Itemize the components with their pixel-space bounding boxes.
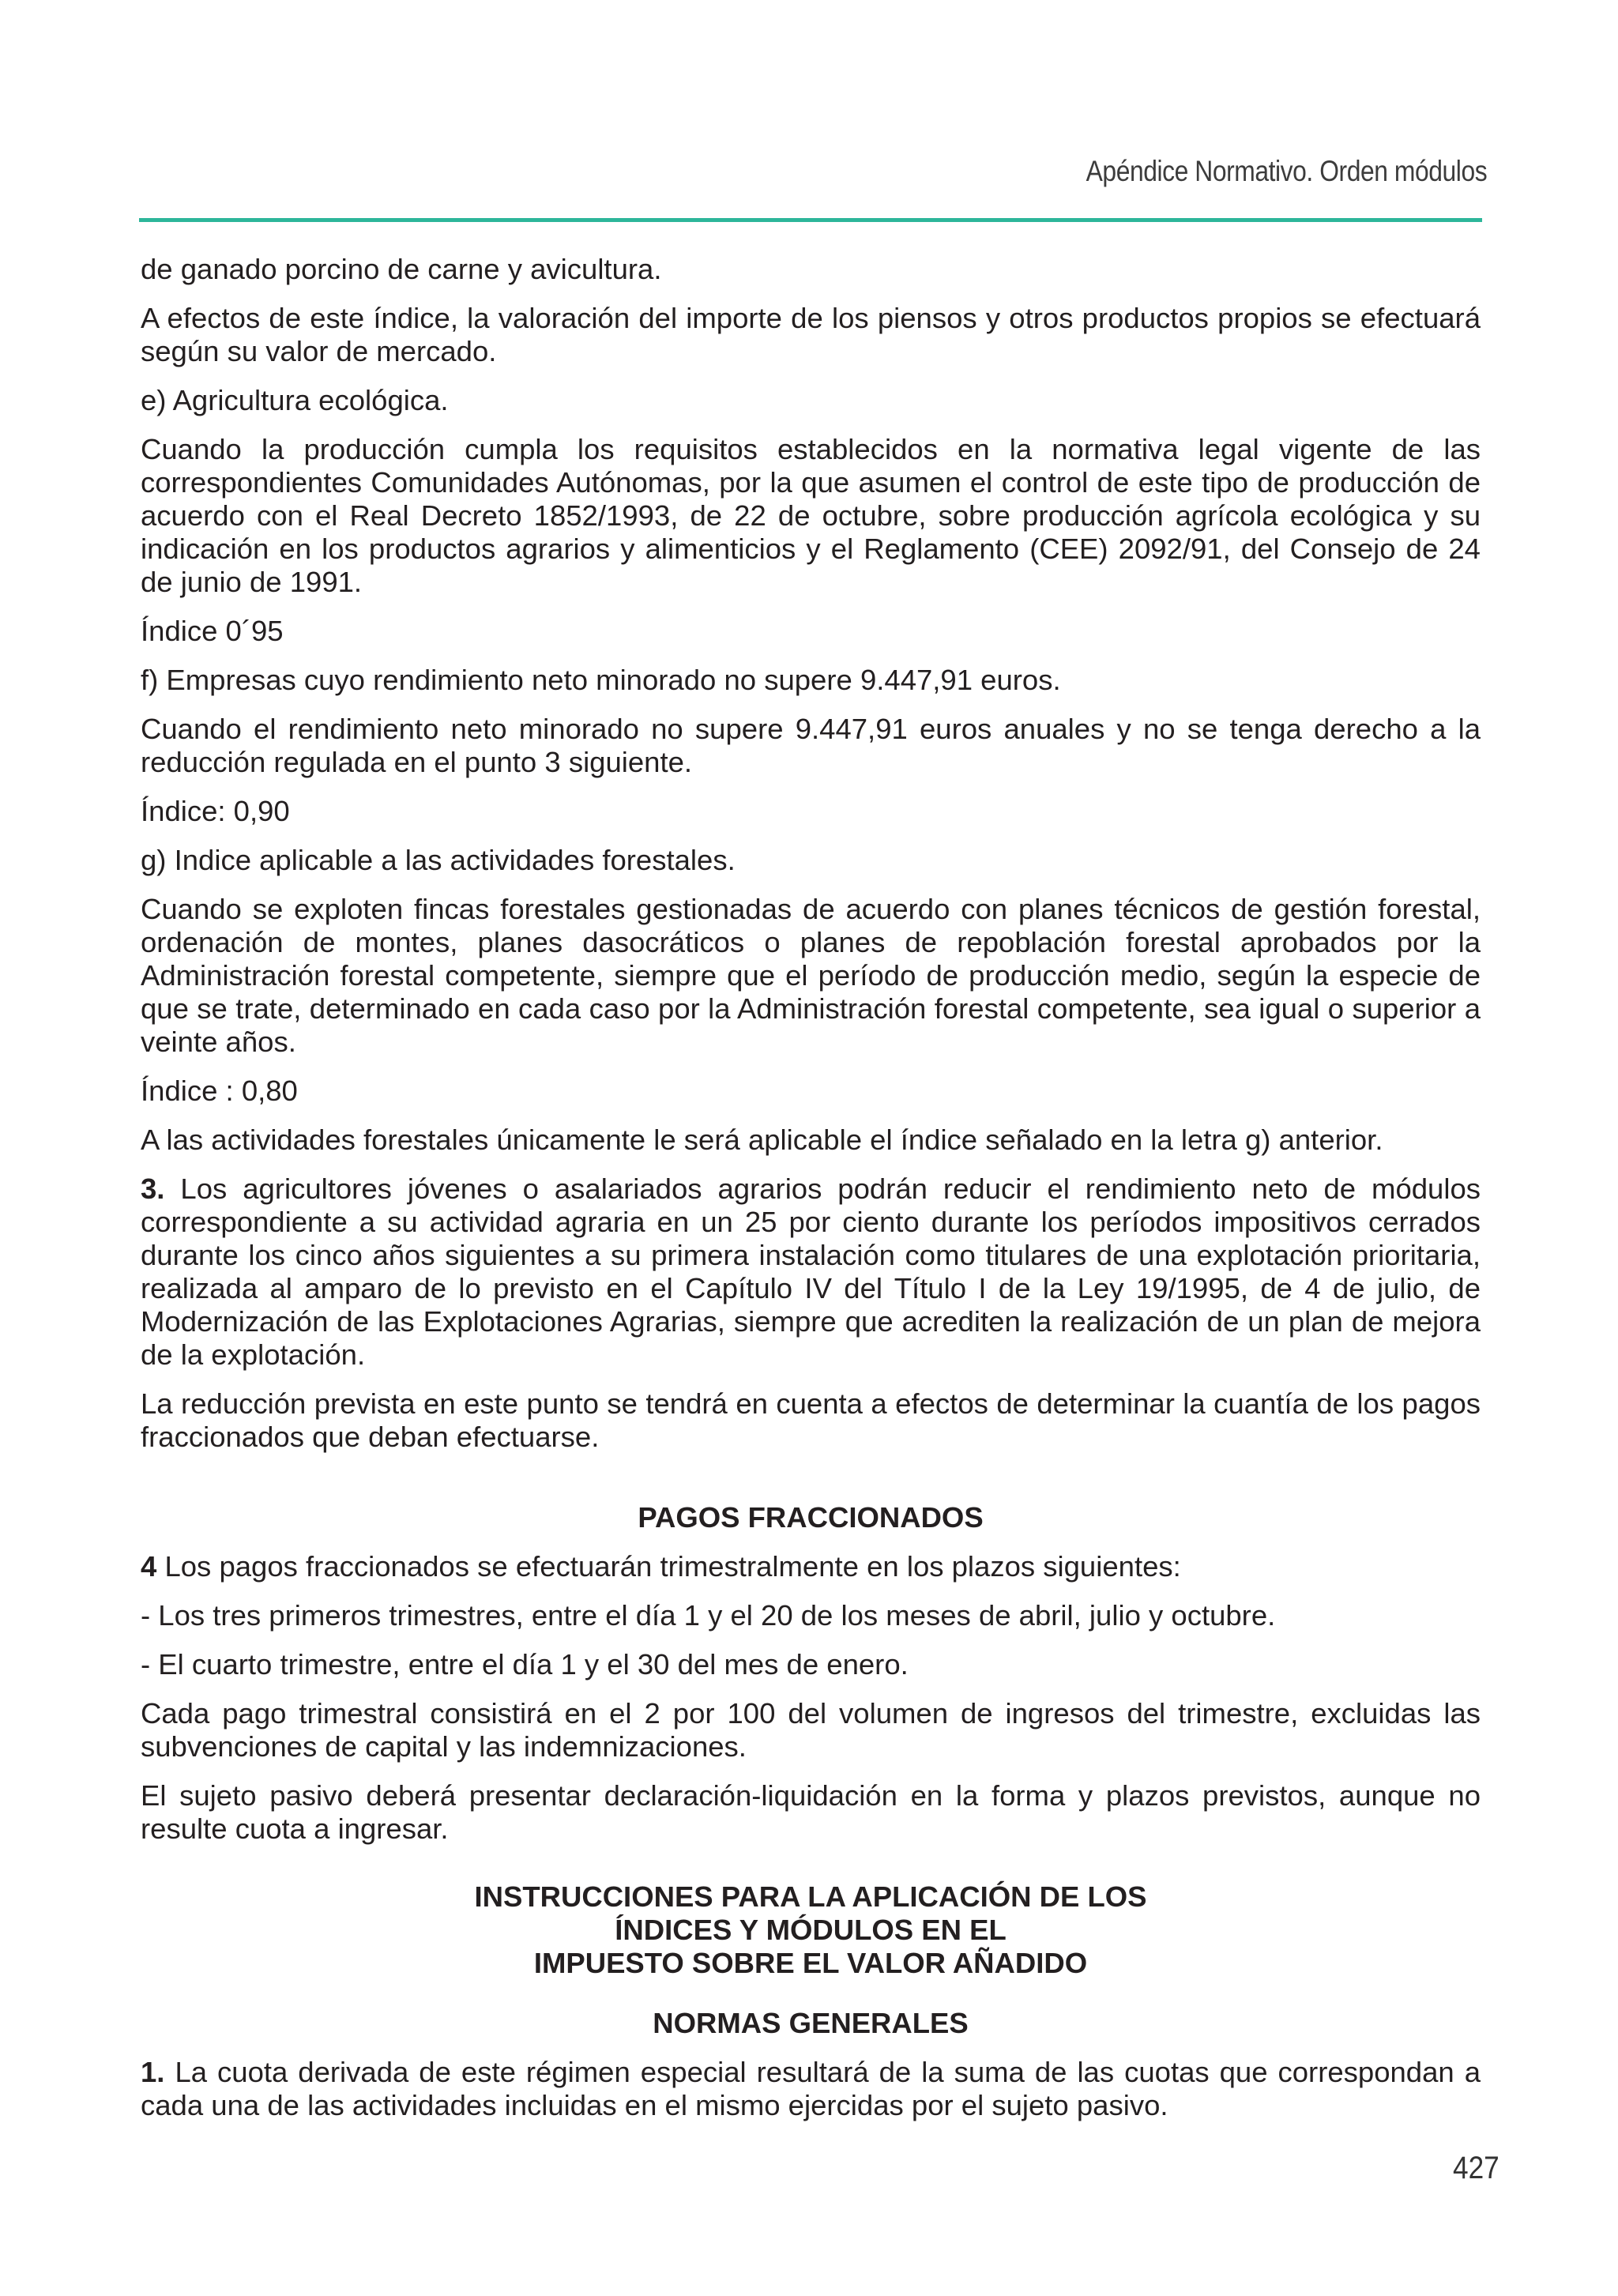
section-heading-pagos: PAGOS FRACCIONADOS [638,1501,984,1534]
list-item: - Los tres primeros trimestres, entre el día 1 y el 20 de los meses de abril, julio y octubre. [141,1599,1276,1632]
page-body [141,253,1481,2138]
paragraph: Cuando se exploten fincas forestales gestionadas de acuerdo con planes técnicos de gestión forestal, ordenación de montes, planes dasocráticos o planes de repoblación forestal aprobados por la Administración forestal competente, siempre que el período de producción medio, según la especie de que se trate, determinado en cada caso por la Administración forestal competente, sea igual o superior a veinte años. [141,893,1481,1058]
subsection-title: g) Indice aplicable a las actividades forestales. [141,844,736,876]
heading-line: IMPUESTO SOBRE EL VALOR AÑADIDO [533,1947,1088,1979]
numbered-paragraph-4 [141,1550,1481,1583]
list-item: - El cuarto trimestre, entre el día 1 y el 30 del mes de enero. [141,1648,909,1681]
subsection-title: e) Agricultura ecológica. [141,384,449,416]
numbered-paragraph-1 [141,2056,1481,2122]
heading-line: INSTRUCCIONES PARA LA APLICACIÓN DE LOS [474,1880,1147,1913]
paragraph-number: 1. [141,2056,165,2088]
paragraph: A las actividades forestales únicamente le será aplicable el índice señalado en la letra g) anterior. [141,1124,1383,1156]
paragraph-text: Los agricultores jóvenes o asalariados agrarios podrán reducir el rendimiento neto de módulos correspondiente a su actividad agraria en un 25 por ciento durante los períodos impositivos cerrados durante los cinco años siguientes a su primera instalación como titulares de una explotación prioritaria, realizada al amparo de lo previsto en el Capítulo IV del Título I de la Ley 19/1995, de 4 de julio, de Modernización de las Explotaciones Agrarias, siempre que acrediten la realización de un plan de mejora de la explotación. [141,1172,1481,1371]
running-header: Apéndice Normativo. Orden módulos [1086,155,1487,187]
paragraph: Cuando la producción cumpla los requisitos establecidos en la normativa legal vigente de las correspondientes Comunidades Autónomas, por la que asumen el control de este tipo de producción de acuerdo con el Real Decreto 1852/1993, de 22 de octubre, sobre producción agrícola ecológica y su indicación en los productos agrarios y alimenticios y el Reglamento (CEE) 2092/91, del Consejo de 24 de junio de 1991. [141,433,1481,598]
index-value: Índice: 0,90 [141,795,290,827]
index-value: Índice : 0,80 [141,1075,298,1107]
header-rule [139,218,1482,222]
paragraph: de ganado porcino de carne y avicultura. [141,253,662,285]
paragraph: La reducción prevista en este punto se tendrá en cuenta a efectos de determinar la cuantía de los pagos fraccionados que deban efectuarse. [141,1387,1481,1453]
section-heading-normas: NORMAS GENERALES [653,2007,969,2039]
page-number: 427 [1453,2151,1499,2185]
paragraph: Cada pago trimestral consistirá en el 2 por 100 del volumen de ingresos del trimestre, excluidas las subvenciones de capital y las indemnizaciones. [141,1697,1481,1763]
paragraph-text: Los pagos fraccionados se efectuarán trimestralmente en los plazos siguientes: [156,1550,1181,1583]
index-value: Índice 0´95 [141,615,284,647]
heading-line: ÍNDICES Y MÓDULOS EN EL [615,1914,1007,1946]
paragraph: Cuando el rendimiento neto minorado no supere 9.447,91 euros anuales y no se tenga derecho a la reducción regulada en el punto 3 siguiente. [141,713,1481,778]
numbered-paragraph-3 [141,1172,1481,1372]
subsection-title: f) Empresas cuyo rendimiento neto minorado no supere 9.447,91 euros. [141,664,1061,696]
paragraph-text: La cuota derivada de este régimen especial resultará de la suma de las cuotas que correspondan a cada una de las actividades incluidas en el mismo ejercidas por el sujeto pasivo. [141,2056,1481,2121]
paragraph: El sujeto pasivo deberá presentar declaración-liquidación en la forma y plazos previstos, aunque no resulte cuota a ingresar. [141,1779,1481,1845]
section-heading-instrucciones [141,1880,1481,1980]
paragraph-number: 4 [141,1550,157,1583]
paragraph-number: 3. [141,1172,165,1205]
paragraph: A efectos de este índice, la valoración del importe de los piensos y otros productos propios se efectuará según su valor de mercado. [141,302,1481,367]
